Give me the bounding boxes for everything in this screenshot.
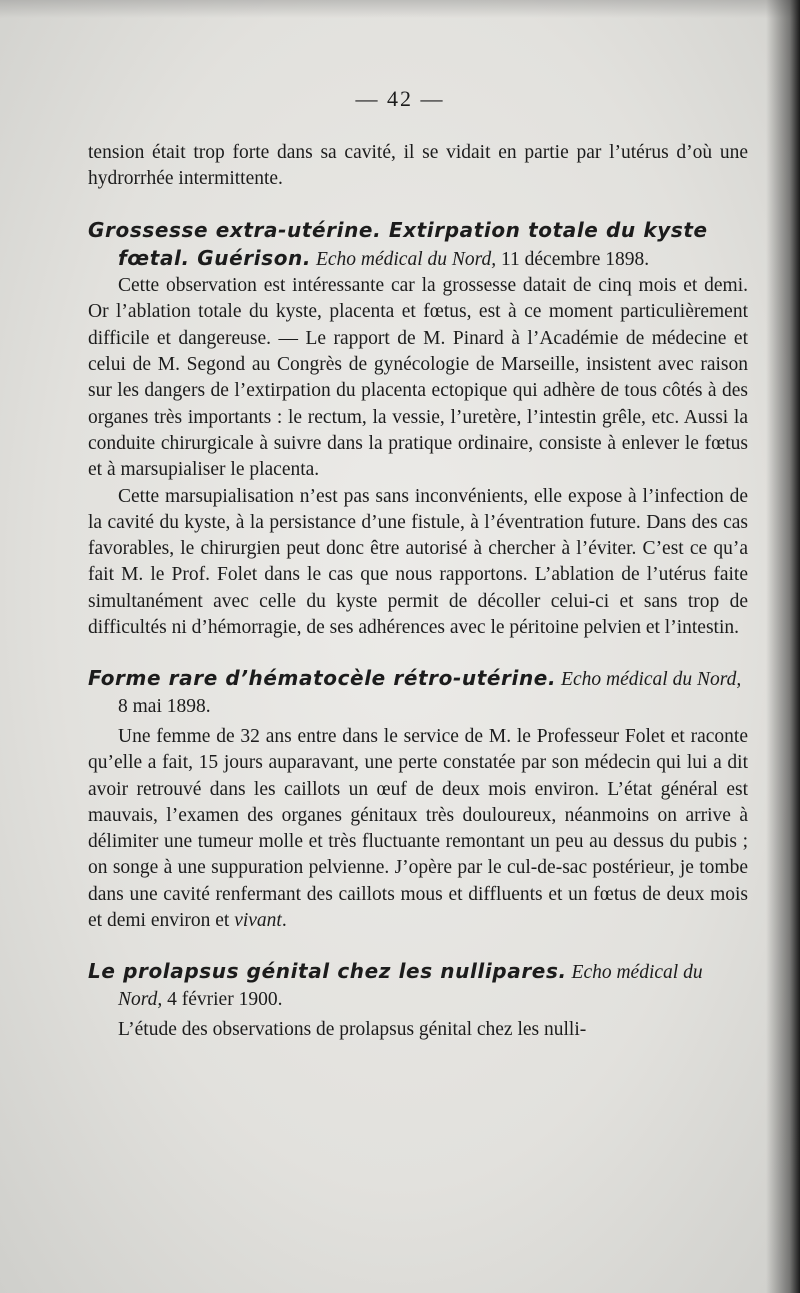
page-number: — 42 — bbox=[355, 86, 445, 111]
article-date: 8 mai 1898. bbox=[118, 695, 211, 717]
page-binding-shadow bbox=[766, 0, 800, 1293]
article-paragraph: Cette observation est intéressante car la grossesse datait de cinq mois et demi. Or l’ablation totale du kyste, placenta et fœtus, est à ce moment particulièrement difficile et dangereuse. — Le rapport de M. Pinard à l’Académie de médecine et celui de M. Segond au Congrès de gynécologie de Marseille, insistent avec raison sur les dangers de l’extirpation du placenta ectopique qui adhère de tous côtés à des organes très importants : le rectum, la vessie, l’uretère, l’intestin grêle, etc. Aussi la conduite chirurgicale à suivre dans la pratique ordinaire, consiste à enlever le fœtus et à marsupialiser le placenta. bbox=[88, 275, 748, 481]
paragraph-end: . bbox=[281, 910, 287, 932]
article-date: 11 décembre 1898. bbox=[501, 248, 650, 270]
article-paragraph bbox=[88, 724, 748, 934]
emphasis-text: vivant bbox=[234, 910, 282, 932]
article-heading bbox=[88, 217, 748, 274]
intro-paragraph: tension était trop forte dans sa cavité, il se vidait en partie par l’utérus d’où une hydrorrhée intermittente. bbox=[88, 142, 748, 190]
article-title: Forme rare d’hématocèle rétro-utérine. bbox=[88, 666, 557, 691]
article-heading bbox=[88, 958, 748, 1013]
article-paragraph: Cette marsupialisation n’est pas sans inconvénients, elle expose à l’infection de la cavité du kyste, à la persistance d’une fistule, à l’éventration future. Dans des cas favorables, le chirurgien peut donc être autorisé à chercher à l’éviter. C’est ce qu’a fait M. le Prof. Folet dans le cas que nous rapportons. L’ablation de l’utérus faite simultanément avec celle du kyste permit de décoller celui-ci et sans trop de difficultés ni d’hémorragie, de ses adhérences avec le péritoine pelvien et l’intestin. bbox=[88, 485, 748, 639]
article-title: Grossesse extra-utérine. Extirpation totale du kyste fœtal. Guérison. bbox=[88, 217, 708, 270]
article-paragraph: L’étude des observations de prolapsus génital chez les nulli- bbox=[118, 1018, 587, 1040]
article-heading bbox=[88, 665, 748, 720]
article-date: 4 février 1900. bbox=[167, 988, 283, 1010]
article-source: Echo médical du Nord, bbox=[118, 962, 703, 1010]
paragraph-text: Une femme de 32 ans entre dans le service de M. le Professeur Folet et raconte qu’elle a fait, 15 jours auparavant, une perte constatée par son médecin qui lui a dit avoir retrouvé dans les caillots un œuf de deux mois environ. L’état général est mauvais, l’examen des organes génitaux très douloureux, néanmoins on arrive à délimiter une tumeur molle et très fluctuante remontant un peu au dessus du pubis ; on songe à une suppuration pelvienne. J’opère par le cul-de-sac postérieur, je tombe dans une cavité renfermant des caillots mous et diffluents et un fœtus de deux mois et demi environ et bbox=[88, 725, 748, 932]
page-top-shadow bbox=[0, 0, 800, 18]
article-extra-uterine bbox=[88, 217, 748, 642]
page-body bbox=[88, 140, 748, 1043]
article-hematocele bbox=[88, 665, 748, 934]
article-title: Le prolapsus génital chez les nullipares. bbox=[88, 959, 567, 984]
article-source: Echo médical du Nord, bbox=[561, 669, 742, 691]
article-prolapsus bbox=[88, 958, 748, 1043]
article-source: Echo médical du Nord, bbox=[315, 248, 497, 270]
